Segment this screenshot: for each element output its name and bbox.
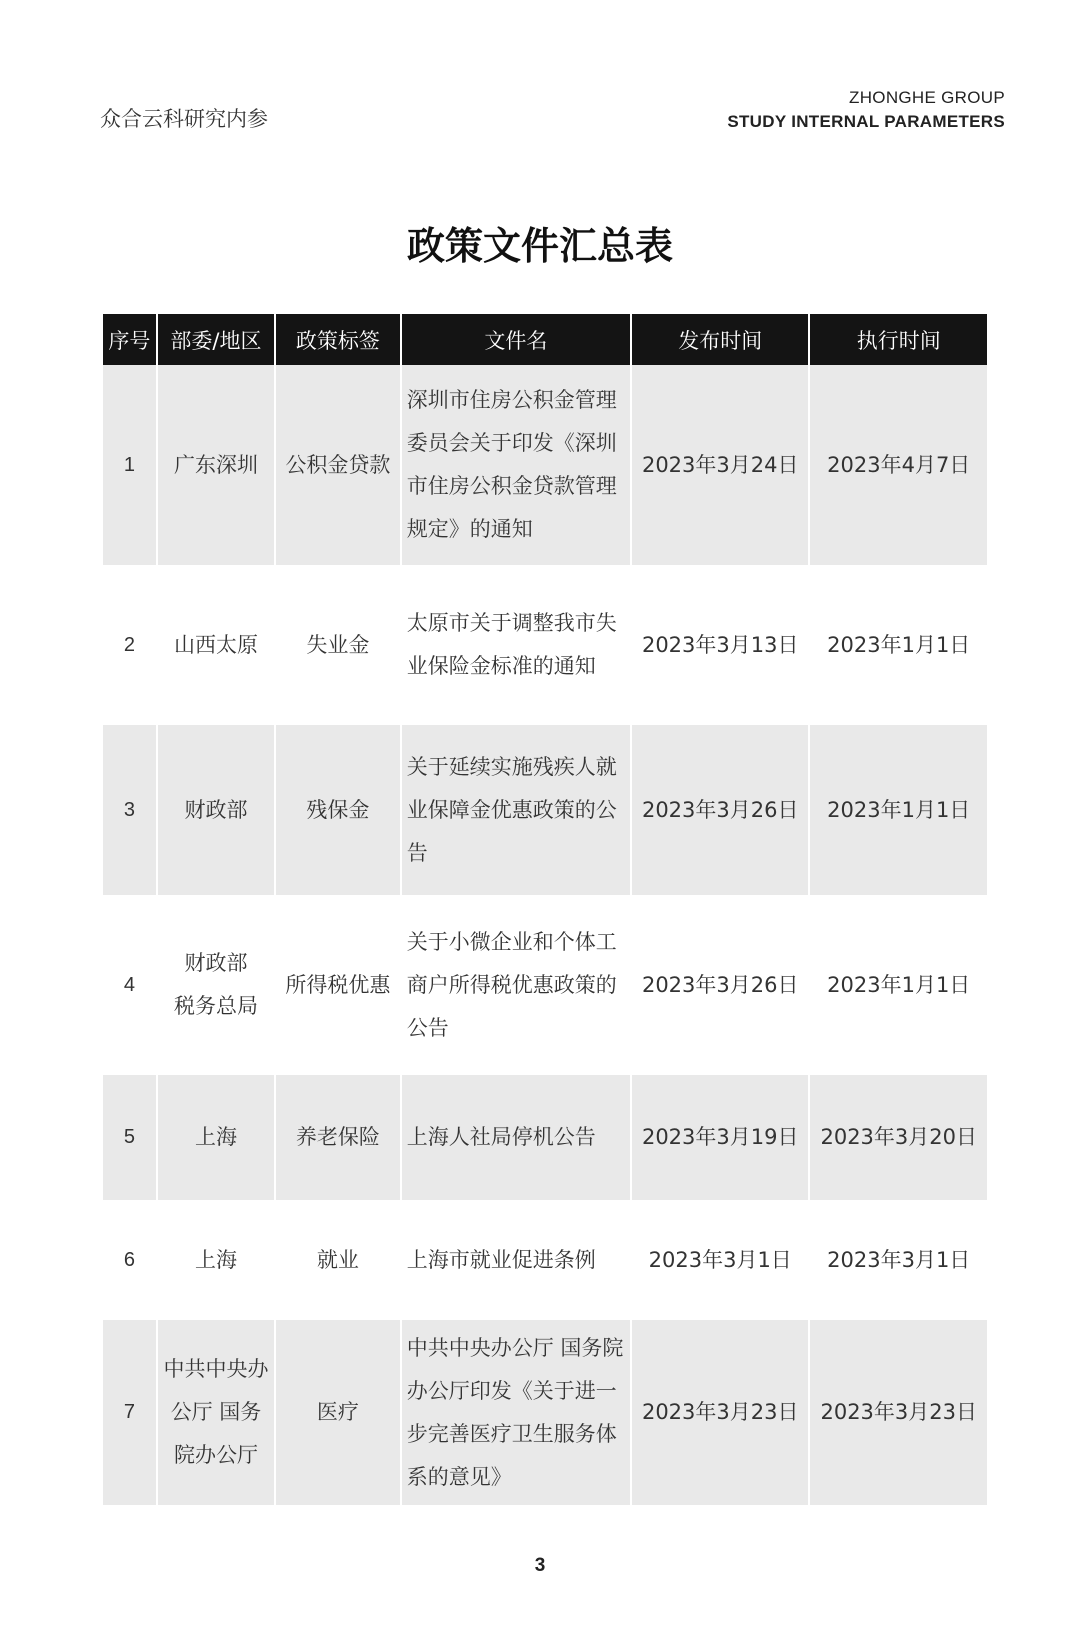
table-header-row xyxy=(103,314,987,365)
cell-effective: 2023年3月20日 xyxy=(810,1075,987,1200)
cell-index: 2 xyxy=(123,633,135,656)
page-number: 3 xyxy=(534,1555,546,1576)
table-row xyxy=(103,725,987,895)
cell-tag: 养老保险 xyxy=(276,1075,400,1200)
header-english-brand xyxy=(727,86,1005,134)
cell-index: 3 xyxy=(103,725,156,895)
table-row xyxy=(103,1200,987,1320)
cell-effective: 2023年1月1日 xyxy=(827,632,971,657)
header-english-line2: STUDY INTERNAL PARAMETERS xyxy=(727,112,1005,131)
table-row xyxy=(103,1075,987,1200)
cell-region: 广东深圳 xyxy=(158,365,274,565)
cell-document: 上海人社局停机公告 xyxy=(402,1075,630,1200)
column-header-effective: 执行时间 xyxy=(810,314,987,365)
cell-tag: 就业 xyxy=(316,1247,359,1272)
cell-published: 2023年3月26日 xyxy=(641,972,799,997)
column-header-tag: 政策标签 xyxy=(276,314,400,365)
cell-index: 7 xyxy=(103,1320,156,1505)
cell-published: 2023年3月23日 xyxy=(632,1320,808,1505)
table-row xyxy=(103,895,987,1075)
cell-region: 财政部 税务总局 xyxy=(173,951,258,1018)
cell-index: 1 xyxy=(103,365,156,565)
cell-region: 中共中央办公厅 国务院办公厅 xyxy=(158,1320,274,1505)
cell-document: 上海市就业促进条例 xyxy=(406,1247,596,1272)
cell-tag: 失业金 xyxy=(306,632,370,657)
cell-published: 2023年3月1日 xyxy=(648,1247,792,1272)
table-row xyxy=(103,565,987,725)
cell-effective: 2023年1月1日 xyxy=(827,972,971,997)
column-header-published: 发布时间 xyxy=(632,314,808,365)
cell-published: 2023年3月26日 xyxy=(632,725,808,895)
cell-published: 2023年3月24日 xyxy=(632,365,808,565)
column-header-region: 部委/地区 xyxy=(158,314,274,365)
cell-tag: 所得税优惠 xyxy=(285,972,391,997)
cell-tag: 残保金 xyxy=(276,725,400,895)
cell-effective: 2023年3月1日 xyxy=(827,1247,971,1272)
header-brand-text: 众合云科研究内参 xyxy=(100,107,268,131)
cell-document: 关于延续实施残疾人就业保障金优惠政策的公告 xyxy=(402,725,630,895)
cell-index: 6 xyxy=(123,1248,135,1271)
cell-document: 中共中央办公厅 国务院办公厅印发《关于进一步完善医疗卫生服务体系的意见》 xyxy=(402,1320,630,1505)
cell-effective: 2023年3月23日 xyxy=(810,1320,987,1505)
cell-published: 2023年3月19日 xyxy=(632,1075,808,1200)
page-title: 政策文件汇总表 xyxy=(406,224,673,268)
cell-index: 4 xyxy=(123,973,135,996)
cell-document: 太原市关于调整我市失业保险金标准的通知 xyxy=(406,611,617,678)
header-english-line1: ZHONGHE GROUP xyxy=(849,88,1005,107)
policy-table xyxy=(101,314,989,1505)
column-header-index: 序号 xyxy=(103,314,156,365)
cell-effective: 2023年1月1日 xyxy=(810,725,987,895)
table-row xyxy=(103,365,987,565)
cell-region: 财政部 xyxy=(158,725,274,895)
cell-tag: 公积金贷款 xyxy=(276,365,400,565)
column-header-document: 文件名 xyxy=(402,314,630,365)
cell-region: 上海 xyxy=(194,1247,237,1272)
cell-region: 山西太原 xyxy=(173,632,258,657)
cell-document: 深圳市住房公积金管理委员会关于印发《深圳市住房公积金贷款管理规定》的通知 xyxy=(402,365,630,565)
cell-tag: 医疗 xyxy=(276,1320,400,1505)
table-row xyxy=(103,1320,987,1505)
cell-effective: 2023年4月7日 xyxy=(810,365,987,565)
cell-document: 关于小微企业和个体工商户所得税优惠政策的公告 xyxy=(406,929,617,1040)
cell-index: 5 xyxy=(103,1075,156,1200)
cell-region: 上海 xyxy=(158,1075,274,1200)
cell-published: 2023年3月13日 xyxy=(641,632,799,657)
